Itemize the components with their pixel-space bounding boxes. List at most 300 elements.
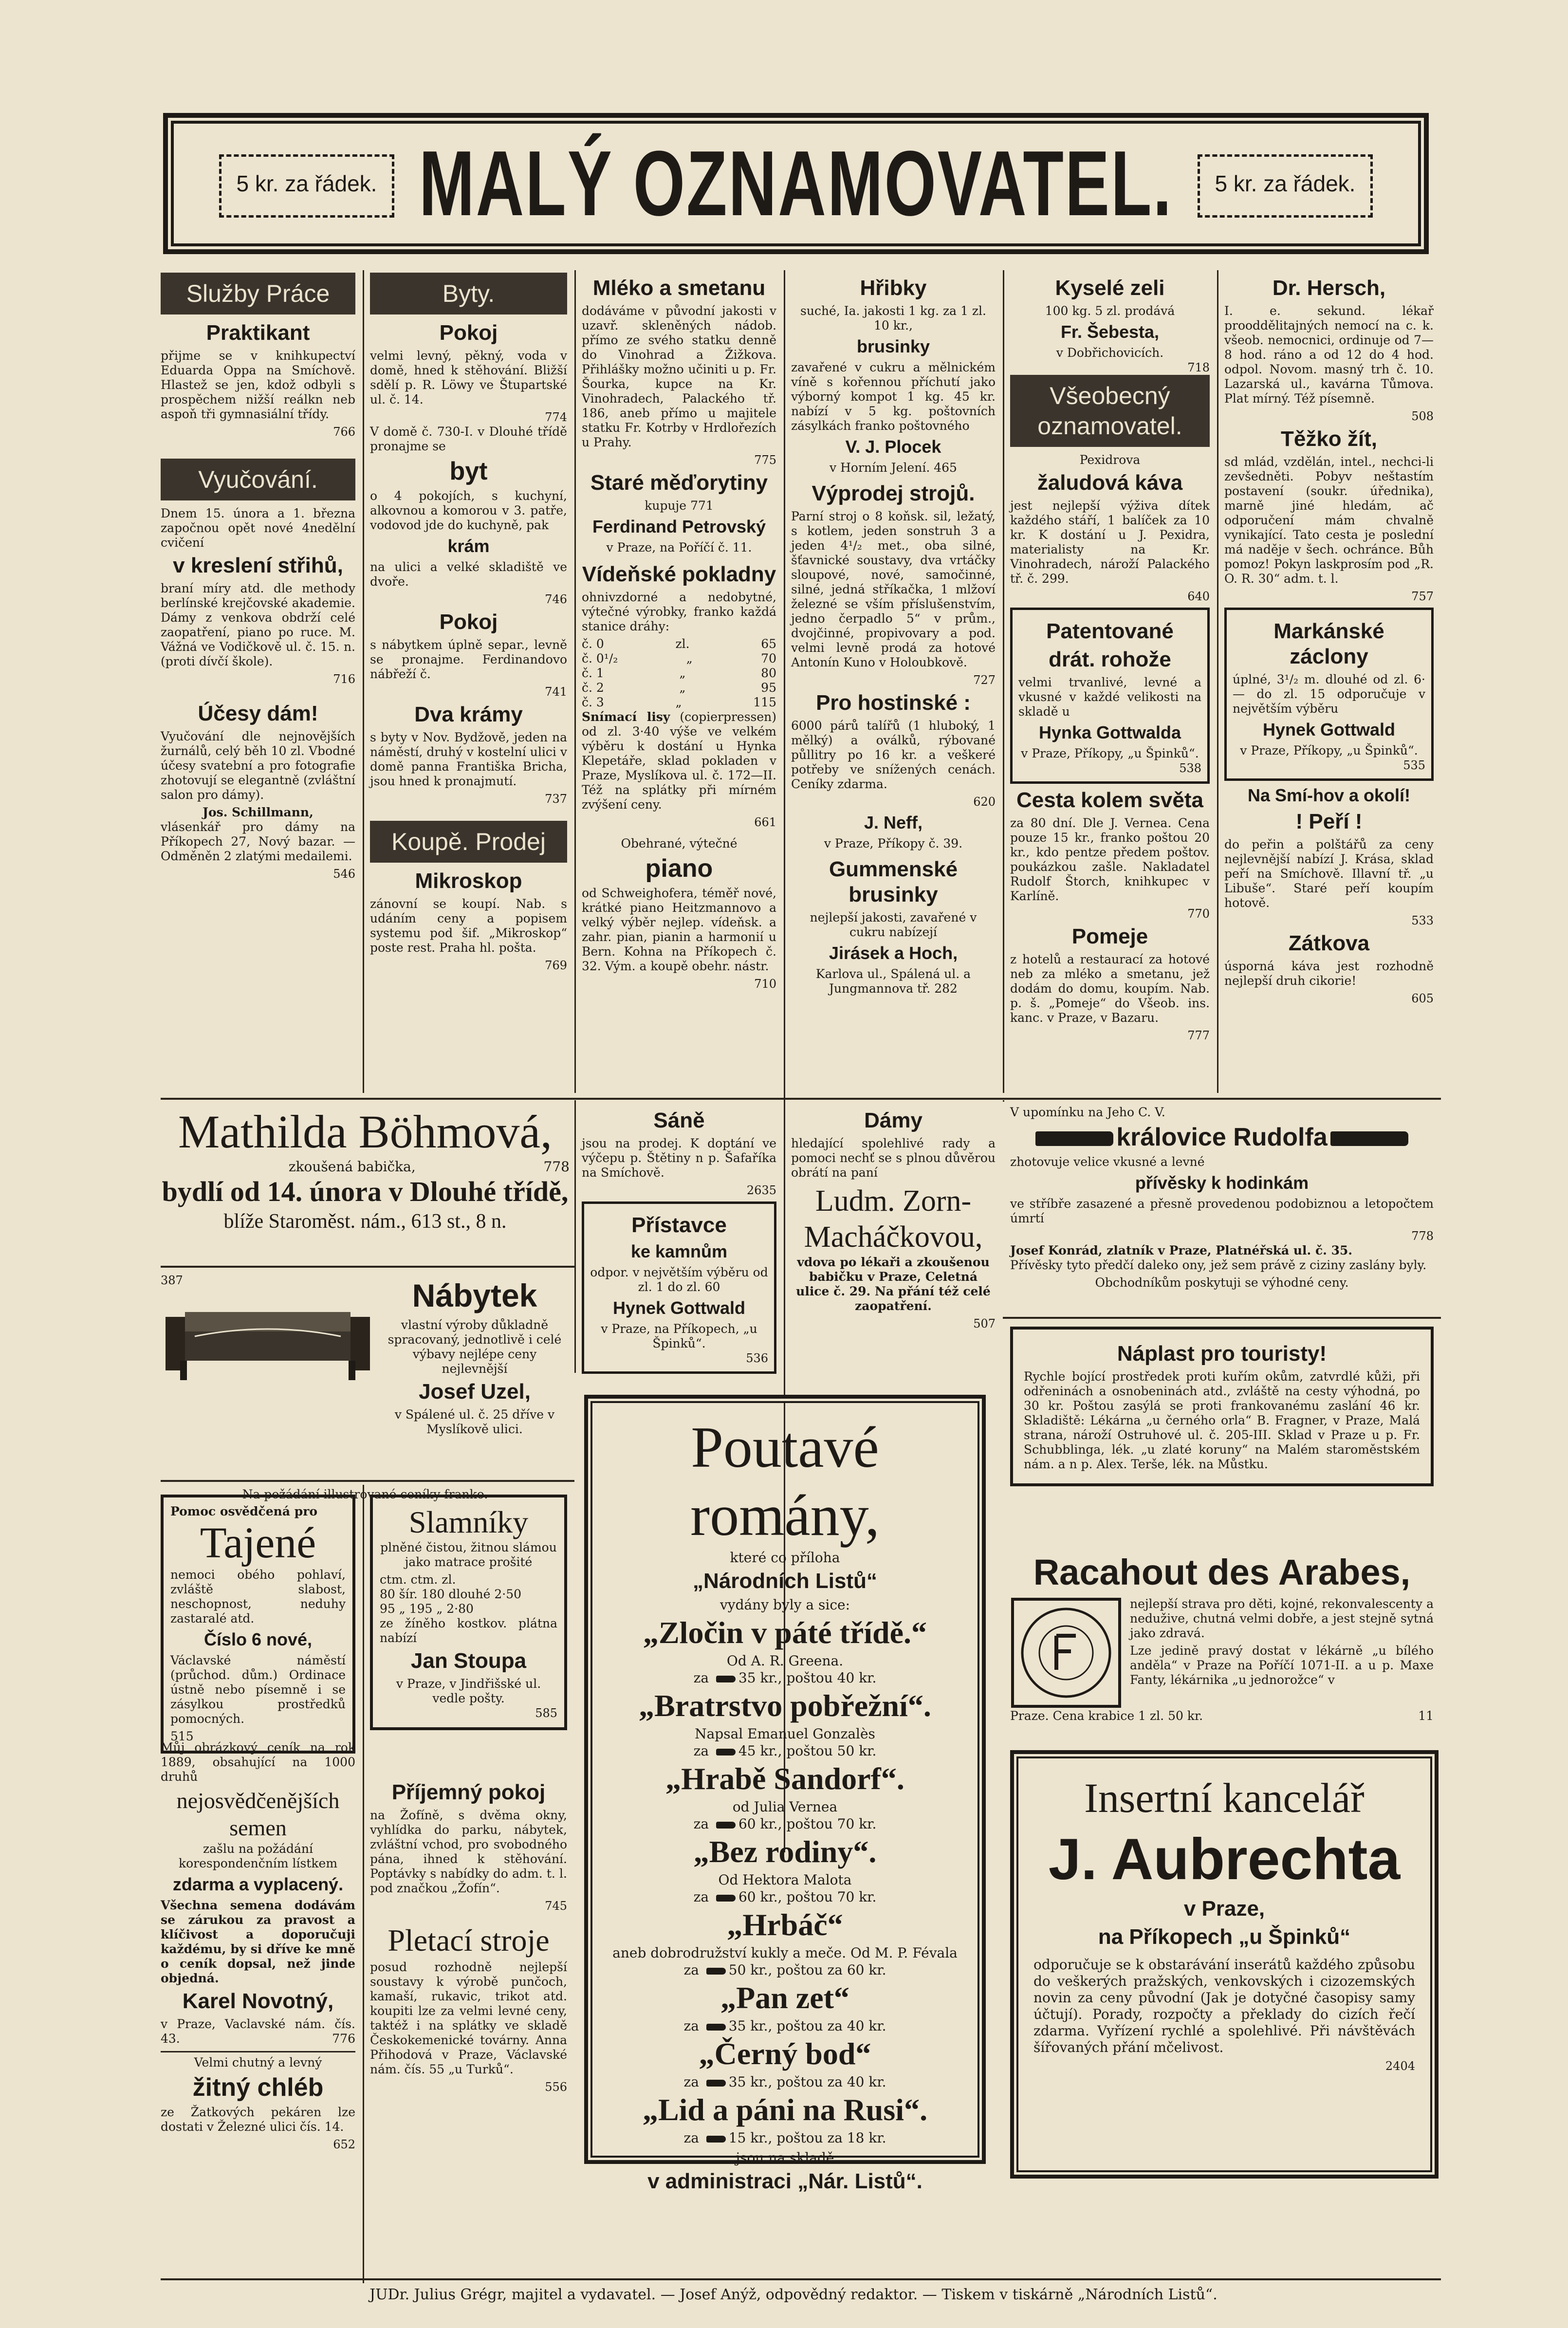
ad-number: 2635: [746, 1183, 776, 1197]
section-rule: [161, 2278, 1441, 2280]
pointing-hand-icon: [706, 1968, 726, 1975]
ad-number: 652: [333, 2138, 355, 2151]
novel-list: [600, 1615, 970, 2146]
novel-author: od Julia Vernea: [732, 1799, 838, 1815]
section-rule: [161, 1098, 1441, 1100]
ad-text: zavařené v cukru a mělnickém víně s kořennou příchutí jako výborný kompot 1 kg. 45 kr. nabízí v 5 kg. poštovních zásylkách franko poštovného: [791, 360, 996, 433]
novel-price: [600, 1670, 970, 1686]
ad-title: Výprodej strojů.: [812, 481, 975, 505]
price-row: [582, 666, 776, 681]
ad-footer: Na požádání illustrované ceníky franko.: [242, 1487, 488, 1501]
ad-advertiser: Ferdinand Petrovský: [592, 517, 766, 536]
ad-title: Hřibky: [860, 276, 927, 300]
ad-text: v Praze,: [1183, 1897, 1265, 1921]
novel-price: [600, 2018, 970, 2034]
ad-number: 556: [545, 2080, 567, 2094]
ad-text: Pomoc osvědčená pro: [170, 1504, 318, 1518]
ad-title: Těžko žít,: [1280, 427, 1378, 451]
column-rule: [1003, 270, 1004, 1093]
ad-number: 727: [973, 673, 996, 687]
ad-number: 778: [543, 1159, 570, 1175]
ad-advertiser: Josef Konrád, zlatník v Praze, Platnéřská ul. č. 35.: [1010, 1243, 1353, 1257]
size-row: ze žíněho kostkov. plátna nabízí: [380, 1616, 557, 1645]
ad-semena: [161, 1740, 355, 2152]
novel-price-prefix: za: [683, 2130, 703, 2146]
ad-title: Náplast pro touristy!: [1117, 1342, 1327, 1366]
pointing-hand-icon: [716, 1676, 736, 1682]
ad-address: v Praze, Příkopy č. 39.: [824, 836, 963, 850]
ad-subtitle: „Národních Listů“: [693, 1569, 877, 1593]
ad-text: úplné, 3¹/₂ m. dlouhé od zl. 6·— do zl. 15 odporučuje v největším výběru: [1233, 672, 1425, 716]
ad-title: Snímací lisy: [582, 710, 670, 724]
ad-address: Karlova ul., Spálená ul. a Jungmannova tř.: [815, 967, 971, 996]
novel-price-text: 35 kr., poštou za 40 kr.: [728, 2074, 886, 2090]
ad-title: byt: [449, 457, 488, 485]
ad-number: 766: [333, 425, 355, 439]
ad-text: odporučuje se k obstarávání inserátů každého způsobu do veškerých pražských, venkovských i cizozemských novin za ceny původní (Jak je dotyčné časopisy samy účtují). Porady, rozpočty a překlady do cizích řečí zdarma. Vyřízení rychlé a spolehlivé. Při návštěvách šířovaných přání mčelivost.: [1033, 1957, 1415, 2055]
ad-damy: [791, 1105, 996, 1331]
ad-text: odpor. v největším výběru od zl. 1 do zl. 60: [590, 1265, 768, 1294]
imprint: JUDr. Julius Grégr, majitel a vydavatel. — Josef Anýž, odpovědný redaktor. — Tiskem v tiskárně „Národních Listů“.: [369, 2286, 1218, 2303]
ad-title: žitný chléb: [192, 2073, 324, 2102]
column-rule: [363, 1485, 364, 2283]
ad-box: [1224, 608, 1434, 781]
ad-text: Obchodníkům poskytuji se výhodné ceny.: [1095, 1275, 1349, 1290]
ad-text: vlastní výroby důkladně spracovaný, jednotlivě i celé výbavy nejlépe ceny nejlevnější: [387, 1318, 562, 1376]
ad-title: Patentované: [1046, 619, 1174, 643]
ad-tajene: [161, 1495, 355, 1754]
ad-text: Praze. Cena krabice 1 zl. 50 kr.: [1010, 1709, 1203, 1723]
ad-text: jest nejlepší výživa dítek každého stáří, 1 balíček za 10 kr. K dostání u J. Pexidra, materialisty na Kr. Vinohradech, nároží Palackého tř. č. 299.: [1010, 499, 1210, 586]
column-rule: [1003, 1100, 1004, 1102]
ad-title: Příjemný pokoj: [391, 1780, 546, 1804]
ad-text: Lze jedině pravý dostat v lékárně „u bílého anděla“ v Praze na Poříčí 1071-II. a u p. Maxe Fanty, lékárnika „u jednorožce“ v: [1130, 1644, 1434, 1687]
ad-bohmova: [161, 1105, 570, 1234]
ad-text: úsporná káva jest rozhodně nejlepší druh cikorie!: [1224, 959, 1434, 988]
ad-number: 770: [1187, 907, 1210, 921]
ad-address: Václavské náměstí (průchod. dům.) Ordinace ústně nebo písemně i se zásylkou prostředků pomocných.: [170, 1653, 346, 1726]
ad-title: Pomeje: [1071, 924, 1148, 948]
ad-subtitle: Číslo 6 nové,: [203, 1629, 313, 1649]
price-row-value: 65: [761, 637, 776, 651]
ad-text: dodáváme v původní jakosti v uzavř. skleněných nádob. přímo ze svého statku denně do Vinohrad a Žižkova. Přihlášky možno učiniti u p. Fr. Šourka, kupce na Kr. Vinohradech, Palackého tř. 186, aneb přímo u majitele statku Fr. Kotrby v Hrdlořezích u Prahy.: [582, 304, 776, 449]
section-rule: [1003, 1317, 1441, 1319]
ad-number: 775: [754, 453, 776, 467]
novel-price-text: 60 kr., poštou 70 kr.: [738, 1816, 877, 1832]
ad-text: o 4 pokojích, s kuchyní, alkovnou a komorou v 3. patře, vodovod jde do kuchyně, pak: [370, 489, 567, 532]
ad-advertiser: Ludm. Zorn-: [815, 1184, 972, 1218]
section-rule: [161, 1266, 574, 1268]
ad-number: 465: [934, 461, 957, 475]
price-row-label: č. 1: [582, 666, 604, 680]
ad-text: vydány byly a sice:: [719, 1597, 850, 1613]
ad-title: žaludová káva: [1037, 471, 1183, 495]
ad-advertiser: Hynka Gottwalda: [1038, 722, 1181, 742]
price-row-unit: „: [679, 681, 686, 695]
size-row: 80 šír. 180 dlouhé 2·50: [380, 1587, 522, 1601]
ad-number: 508: [1411, 409, 1434, 423]
ad-advertiser: Jos. Schillmann,: [203, 805, 314, 819]
ad-insertni-kancelar: [1010, 1750, 1439, 2179]
ad-advertiser: J. Aubrechta: [1048, 1827, 1401, 1892]
ad-title: Insertní kancelář: [1084, 1774, 1365, 1821]
column-rule: [363, 270, 364, 1093]
ad-sane: [582, 1105, 776, 1378]
ad-number: 585: [535, 1706, 557, 1720]
ad-racahout: [1010, 1548, 1434, 1723]
novel-price: [600, 2130, 970, 2146]
ad-advertiser: Fr. Šebesta,: [1060, 322, 1160, 342]
novel-title: „Lid a páni na Rusi“.: [642, 2092, 928, 2127]
ad-text: plněné čistou, žitnou slámou jako matrace prošité: [380, 1540, 557, 1569]
ad-advertiser: Hynek Gottwald: [1262, 720, 1396, 739]
column-2: [370, 273, 567, 973]
ad-title: Zátkova: [1288, 931, 1370, 955]
price-row: [582, 637, 776, 651]
novel-price: [600, 1816, 970, 1832]
ad-text: Dnem 15. února a 1. března započnou opět nové 4nedělní cvičení: [161, 506, 355, 550]
ad-text: 100 kg. 5 zl. prodává: [1045, 304, 1175, 318]
ad-text: Pexidrova: [1079, 453, 1141, 467]
sofa-illustration: [166, 1307, 370, 1390]
ad-title: Pokoj: [439, 321, 498, 345]
ad-text: Můj obrázkový ceník na rok 1889, obsahující na 1000 druhů: [161, 1740, 355, 1784]
novel-author: Od A. R. Greena.: [726, 1653, 844, 1669]
ad-advertiser: Macháčkovou,: [804, 1220, 983, 1254]
ad-advertiser: Hynek Gottwald: [612, 1298, 746, 1318]
ad-title: v kreslení střihů,: [173, 554, 343, 577]
ad-text: blíže Staroměst. nám., 613 st., 8 n.: [223, 1210, 507, 1233]
section-header-vyucovani: Vyučování.: [161, 459, 355, 500]
ad-footer: v administraci „Nár. Listů“.: [647, 2169, 922, 2193]
ad-title: drát. rohože: [1049, 647, 1171, 671]
ad-number: 741: [545, 685, 567, 699]
ad-address: v Praze, na Poříčí č. 11.: [606, 540, 752, 554]
ad-number: 533: [1411, 914, 1434, 927]
ad-nabytek: [161, 1273, 570, 1502]
ad-title: [1010, 1123, 1434, 1152]
ad-address: v Horním Jelení.: [830, 461, 930, 475]
ad-title: Dámy: [864, 1109, 922, 1132]
pointing-hand-icon: [706, 2136, 726, 2143]
price-box-right: 5 kr. za řádek.: [1198, 154, 1373, 218]
ad-title: Dr. Hersch,: [1272, 276, 1386, 300]
mourning-band-icon: [1330, 1131, 1408, 1146]
ad-title: Kyselé zeli: [1055, 276, 1165, 300]
price-row: [582, 651, 776, 666]
ad-text: velmi levný, pěkný, voda v domě, hned k stěhování. Bližší sdělí p. R. Löwy ve Štupartské ul. č. 14.: [370, 349, 567, 406]
pointing-hand-icon: [706, 2080, 726, 2087]
novel-price-text: 45 kr., poštou 50 kr.: [738, 1743, 877, 1759]
novel-price: [600, 1743, 970, 1759]
price-row: [582, 681, 776, 695]
ad-subtitle: ke kamnům: [630, 1241, 728, 1261]
ad-text: velmi trvanlivé, levné a vkusné v každé velikosti na skladě u: [1018, 675, 1201, 719]
price-row-value: 80: [761, 666, 776, 680]
ad-number: 507: [973, 1317, 996, 1330]
ad-title: ! Peří !: [1295, 810, 1363, 833]
ad-address: v Dobřichovicích.: [1056, 346, 1164, 360]
price-row-label: č. 2: [582, 681, 604, 695]
section-header-sluzby: Služby Práce: [161, 273, 355, 314]
novel-price-prefix: za: [693, 1743, 713, 1759]
ad-title: Pro hostinské :: [816, 691, 971, 715]
size-row: 95 „ 195 „ 2·80: [380, 1602, 474, 1616]
ad-title: krám: [447, 536, 490, 556]
ad-text: I. e. sekund. lékař prooddělitajných nemocí na c. k. všeob. nemocnici, ordinuje od 7—8 hod. ráno a od 12 do 4 hod. odpol. Novom. masný trh č. 10. Lazarská ul., kavárna Tůmova. Plat mírný. Též písemně.: [1224, 304, 1434, 406]
ad-number: 620: [973, 795, 996, 809]
ad-text: zkoušená babička,: [288, 1159, 416, 1175]
table-header: ctm. ctm. zl.: [380, 1572, 456, 1587]
ad-number: 718: [1187, 361, 1210, 374]
ad-text: suché, Ia. jakosti 1 kg. za 1 zl. 10 kr.,: [800, 304, 986, 333]
price-row-unit: „: [686, 651, 693, 665]
ad-title: brusinky: [856, 336, 930, 356]
ad-number: 11: [1418, 1709, 1434, 1723]
ad-text: [582, 710, 776, 812]
ad-title: Markánské záclony: [1273, 619, 1384, 668]
ad-text: přijme se v knihkupectví Eduarda Oppa na Smíchově. Hlastež se jen, kdož odbyli s prospěchem nižší reálkn neb aspoň tři gymnasiální třídy.: [161, 349, 355, 421]
novel-price-prefix: za: [683, 1962, 703, 1978]
ad-address: v Praze, v Jindřišské ul. vedle pošty.: [396, 1677, 541, 1705]
ad-title: Cesta kolem světa: [1016, 788, 1203, 812]
ad-advertiser: Josef Uzel,: [419, 1380, 531, 1404]
novel-price-text: 35 kr., poštou za 40 kr.: [728, 2018, 886, 2034]
column-5: [1010, 273, 1210, 1043]
ad-text: od Schweighofera, téměř nové, krátké piano Heitzmannovo a velký výběr nejlep. vídeňsk. a zahr. pian, pianin a harmonií u Bern. Kohna na Příkopech č. 32. Vým. a koupě obehr. nástr.: [582, 886, 776, 973]
ad-text: Obehrané, výtečné: [621, 836, 738, 850]
ad-title: Dva krámy: [414, 702, 523, 726]
novel-price-text: 60 kr., poštou 70 kr.: [738, 1889, 877, 1905]
ad-text: vlásenkář pro dámy na Příkopech 27, Nový bazar. — Odměněn 2 zlatými medailemi.: [161, 820, 355, 863]
ad-text: Vyučování dle nejnovějších žurnálů, celý běh 10 zl. Vbodné účesy svatební a pro fotografie zhotovují se elegantně (zvláštní salon pro dámy).: [161, 729, 355, 802]
novel-price: [600, 1962, 970, 1978]
novel-title: „Hrabě Sandorf“.: [665, 1761, 904, 1796]
novel-price-prefix: za: [693, 1670, 713, 1686]
ad-number: 746: [545, 592, 567, 606]
ad-poutave-romany: [584, 1395, 986, 2193]
section-header-vseobecny: Všeobecný oznamovatel.: [1010, 375, 1210, 447]
column-3: [582, 273, 776, 991]
ad-advertiser: V. J. Plocek: [845, 437, 941, 457]
ad-text: Všechna semena dodávám se zárukou za pravost a klíčivost a doporučuji každému, by si dříve ke mně o ceník dopsal, než jinde objedná.: [161, 1898, 355, 1985]
ad-number: 776: [332, 2032, 355, 2046]
ad-address: v Spálené ul. č. 25 dříve v Myslíkově ulici.: [394, 1407, 555, 1436]
ad-text: které co příloha: [730, 1550, 840, 1566]
ad-text: posud rozhodně nejlepší soustavy k výrobě punčoch, kamaší, rukavic, trikot atd. koupiti lze za velmi levné ceny, taktéž i na splátky ve skladě Českokemenické továrny. Anna Přihodová v Praze, Václavské nám. čís. 55 „u Turků“.: [370, 1960, 567, 2076]
ad-text: V domě č. 730-I. v Dlouhé třídě pronajme se: [370, 425, 567, 453]
ad-text: s byty v Nov. Bydžově, jeden na náměstí, druhý v kostelní ulici v domě panna Františka Bricha, jsou hned k pronajmutí.: [370, 730, 567, 788]
ad-title: Nábytek: [412, 1277, 537, 1313]
pointing-hand-icon: [716, 1895, 736, 1902]
novel-price-prefix: za: [693, 1889, 713, 1905]
ad-number: 737: [545, 792, 567, 806]
ad-title: Přístavce: [631, 1213, 727, 1237]
ad-title: Racahout des Arabes,: [1033, 1552, 1411, 1592]
ad-address: na Příkopech „u Špinků“: [1098, 1925, 1351, 1949]
novel-title: „Pan zet“: [720, 1980, 849, 2015]
novel-price-prefix: za: [683, 2074, 703, 2090]
section-header-byty: Byty.: [370, 273, 567, 314]
ad-number: 515: [170, 1729, 194, 1743]
size-list: [380, 1587, 557, 1645]
ad-title: Na Smí-hov a okolí!: [1247, 785, 1411, 805]
ad-naplast: [1010, 1327, 1434, 1486]
ad-text: s nábytkem úplně separ., levně se pronajme. Ferdinandovo nábřeží č.: [370, 638, 567, 681]
ad-box: [1010, 608, 1210, 784]
ad-text: nemoci obého pohlaví, zvláště slabost, neschopnost, neduhy zastaralé atd.: [170, 1568, 346, 1626]
price-box-left: 5 kr. za řádek.: [219, 154, 394, 218]
novel-title: „Hrbáč“: [727, 1907, 843, 1942]
ad-text: zašlu na požádání korespondenčním lístkem: [178, 1842, 338, 1870]
ad-title: Tajené: [200, 1519, 316, 1567]
ad-number: 778: [1411, 1229, 1434, 1243]
ad-advertiser: J. Neff,: [864, 813, 923, 832]
price-table: [582, 637, 776, 710]
ad-address: v Praze, Příkopy, „u Špinků“.: [1021, 746, 1199, 760]
ad-title: Pokoj: [439, 610, 498, 634]
price-row-label: č. 0¹/₂: [582, 651, 618, 665]
ad-title: Mléko a smetanu: [592, 276, 766, 300]
ad-number: 640: [1187, 590, 1210, 603]
ad-advertiser: Jan Stoupa: [410, 1649, 527, 1673]
novel-price-text: 50 kr., poštou za 60 kr.: [728, 1962, 886, 1978]
ad-title: bydlí od 14. února v Dlouhé třídě,: [162, 1176, 569, 1207]
price-row-value: 70: [761, 651, 776, 665]
ad-text: 6000 párů talířů (1 hluboký, 1 mělký) a oválků, rýbované půllitry po 16 kr. a veškeré potřeby ve snížených cenách. Ceníky zdarma.: [791, 719, 996, 791]
novel-price-prefix: za: [683, 2018, 703, 2034]
novel-price: [600, 1889, 970, 1905]
novel-title: „Černý bod“: [699, 2036, 871, 2071]
ad-title: Slamníky: [408, 1505, 529, 1539]
price-row-value: 115: [753, 695, 776, 709]
price-row-unit: zl.: [675, 637, 690, 651]
pointing-hand-icon: [716, 1822, 736, 1829]
ad-number: 282: [934, 981, 958, 996]
ad-number: 716: [333, 672, 355, 686]
price-row-label: č. 0: [582, 637, 604, 651]
ad-title: Gummenské brusinky: [829, 857, 958, 906]
ad-text: ze Žatkových pekáren lze dostati v Železné ulici čís. 14.: [161, 2105, 355, 2134]
ad-title-text: královice Rudolfa: [1116, 1123, 1328, 1151]
ad-address: vdova po lékaři a zkoušenou babičku v Praze, Celetná ulice č. 29. Na přání též celé zaopatření.: [796, 1255, 991, 1313]
column-4: [791, 273, 996, 996]
ad-text: ve stříbře zasazené a přesně provedenou podobiznou a letopočtem úmrtí: [1010, 1197, 1434, 1225]
ad-address: v Praze, na Příkopech, „u Špinků“.: [601, 1322, 757, 1350]
ad-text: V upomínku na Jeho C. V.: [1010, 1105, 1165, 1119]
ad-text: Rychle bojící prostředek proti kuřím okům, zatvrdlé kůži, při odřeninách a osnobeninách atd., zvláště na cesty výhodná, po 30 kr. Poštou zasýlá se proti frankovanému zaslání 46 kr. Skladiště: Lékárna „u černého orla“ B. Fragner, v Praze, Malá strana, nároží Ostruhové ul. č. 205-III. Sklad v Praze u p. Fr. Schubblinga, lék. „u zlaté koruny“ na Malém staroměstském nám. a n p. Alex. Terše, lék. na Můstku.: [1024, 1369, 1420, 1471]
ad-text: hledající spolehlivé rady a pomoci nechť se s plnou důvěrou obrátí na paní: [791, 1136, 996, 1180]
ad-text: Přívěsky tyto předčí daleko ony, jež sem právě z ciziny zaslány byly.: [1010, 1258, 1427, 1272]
ad-number: 757: [1411, 590, 1434, 603]
novel-title: „Bratrstvo pobřežní“.: [639, 1688, 931, 1723]
ad-text: jsou na skladě: [736, 2150, 834, 2166]
novel-price-text: 35 kr., poštou 40 kr.: [738, 1670, 877, 1686]
ad-title: Staré měďorytiny: [590, 471, 768, 495]
ad-rudolf: [1010, 1105, 1434, 1290]
ad-box: [582, 1201, 776, 1374]
ad-number: 777: [1187, 1029, 1210, 1042]
seal-icon: [1010, 1597, 1122, 1709]
ad-text: sd mlád, vzdělán, intel., nechci-li zevšedněti. Pobyv neštastím postavení (soukr. úřednika), marně jiné hledám, ač odporučení mám chvalně vynikající. Tato cesta je poslední má naděje v šech. ochránce. Bůh pomoz! Pokyn laskprosím pod „R. O. R. 30“ adm. t. l.: [1224, 455, 1434, 586]
section-header-koupe: Koupě. Prodej: [370, 821, 567, 863]
ad-text: na ulici a velké skladiště ve dvoře.: [370, 560, 567, 589]
price-row-unit: „: [675, 695, 682, 709]
ad-text: Velmi chutný a levný: [194, 2055, 322, 2069]
ad-number: 769: [545, 959, 567, 972]
ad-title: Praktikant: [206, 321, 310, 345]
ad-subtitle: přívěsky k hodinkám: [1135, 1173, 1309, 1193]
ad-number: 774: [545, 410, 567, 424]
ad-address: v Praze, Vaclavské nám. čís. 43.: [161, 2017, 355, 2046]
ad-text: nejlepší strava pro děti, kojné, rekonvalescenty a nedužive, chutná velmi dobře, a jest stejně sytná jako zdravá.: [1130, 1597, 1434, 1640]
novel-author: aneb dobrodružství kukly a meče. Od M. P. Févala: [612, 1945, 958, 1961]
ad-text: Parní stroj o 8 koňsk. sil, ležatý, s kotlem, jeden sonstruh 3 a jeden 4¹/₂ met., oba silné, šťavnické soustavy, dva vrtáčky sloupové, nové, samočinné, silné, jedná stříkačka, 1 mlžoví železné se vším příslušenstvím, jedno čerpadlo 5“ v prům., dvojčinné, propivovary a pod. velmi levně prodá za hotové Antonín Kuno v Holoubkově.: [791, 509, 996, 669]
column-6: [1224, 273, 1434, 1006]
novel-price-text: 15 kr., poštou za 18 kr.: [728, 2130, 886, 2146]
column-rule: [574, 1100, 576, 1373]
pointing-hand-icon: [706, 2024, 726, 2031]
ad-number: 535: [1403, 758, 1425, 772]
ad-number: 546: [333, 867, 355, 881]
ad-text: ohnivzdorné a nedobytné, výtečné výrobky, franko každá stanice dráhy:: [582, 590, 776, 633]
ad-text: jsou na prodej. K doptání ve výčepu p. Štětiny n p. Šafaříka na Smíchově.: [582, 1136, 776, 1180]
ad-number: 2404: [1385, 2059, 1415, 2073]
price-row: [582, 695, 776, 710]
ad-number: 710: [754, 977, 776, 991]
ad-advertiser: Jirásek a Hoch,: [829, 943, 958, 963]
ad-title: Poutavé romány,: [690, 1415, 880, 1548]
page-title: MALÝ OZNAMOVATEL.: [419, 132, 1173, 235]
mourning-band-icon: [1035, 1131, 1113, 1146]
ad-number: 536: [746, 1351, 768, 1365]
novel-title: „Bez rodiny“.: [693, 1834, 877, 1869]
price-row-value: 95: [761, 681, 776, 695]
ad-text: zánovní se koupí. Nab. s udáním ceny a popisem systemu pod šif. „Mikroskop“ poste rest. Praha hl. pošta.: [370, 897, 567, 955]
ad-prijemny-pokoj: [370, 1777, 567, 2094]
column-rule: [574, 270, 576, 1093]
ad-number: 605: [1411, 992, 1434, 1005]
ad-title: Mathilda Böhmová,: [178, 1106, 552, 1158]
ad-text: nejlepší jakosti, zavařené v cukru nabízejí: [810, 910, 977, 939]
ad-text: z hotelů a restaurací za hotové neb za mléko a smetanu, jež dodám do domu, koupím. Nab. p. š. „Pomeje“ do Všeob. ins. kanc. v Praze, v Bazaru.: [1010, 952, 1210, 1025]
ad-text: do peřin a polštářů za ceny nejlevnější nabízí J. Krása, sklad peří na Smíchově. Illavní tř. „u Libuše“. Staré peří koupím hotově.: [1224, 837, 1434, 910]
ad-text: braní míry atd. dle methody berlínské krejčovské akademie. Dámy z venkova obdrží celé zaopatření, piano po ruce. M. Vážná ve Vodičkově ul. č. 15. n. (proti dívčí škole).: [161, 581, 355, 668]
price-row-label: č. 3: [582, 695, 604, 709]
ad-number: 538: [1179, 761, 1201, 775]
ad-number: 387: [161, 1274, 183, 1287]
ad-text: kupuje: [645, 499, 687, 513]
ad-address: v Praze, Příkopy, „u Špinků“.: [1240, 743, 1418, 758]
ad-title: Účesy dám!: [198, 702, 318, 725]
ad-number: 745: [545, 1899, 567, 1913]
ad-title: Pletací stroje: [387, 1923, 550, 1958]
masthead: [163, 113, 1429, 254]
ad-number: 661: [754, 815, 776, 829]
novel-title: „Zločin v páté třídě.“: [643, 1615, 927, 1650]
novel-price: [600, 2074, 970, 2090]
ad-title: nejosvědčenějších semen: [176, 1788, 340, 1840]
novel-price-prefix: za: [693, 1816, 713, 1832]
price-row-unit: „: [679, 666, 686, 680]
ad-title: Mikroskop: [415, 869, 522, 893]
column-rule: [1217, 270, 1218, 1093]
ad-title: Vídeňské pokladny: [582, 562, 776, 586]
ad-title: Sáně: [653, 1109, 705, 1132]
ad-number: 771: [690, 499, 714, 513]
pointing-hand-icon: [716, 1749, 736, 1755]
novel-author: Napsal Emanuel Gonzalès: [695, 1726, 875, 1742]
